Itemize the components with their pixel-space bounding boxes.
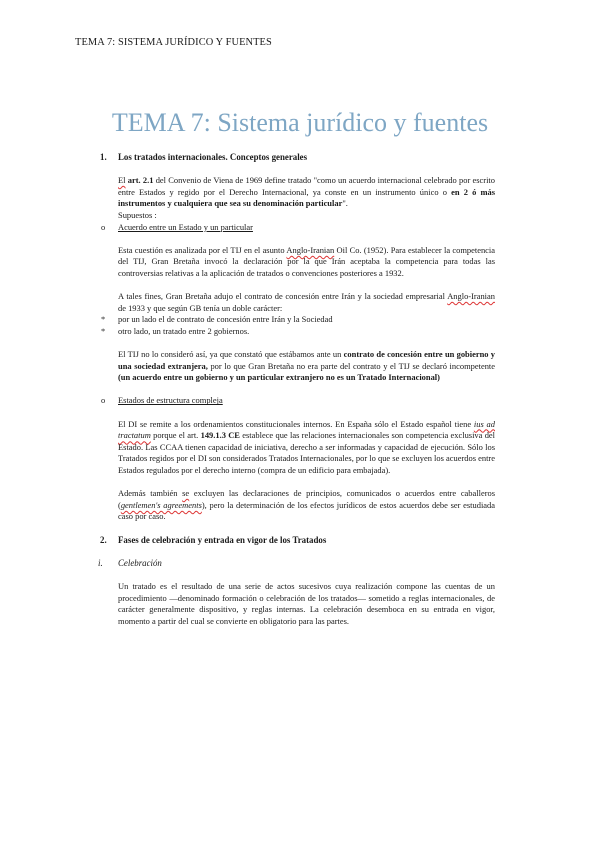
paragraph-celebracion: Un tratado es el resultado de una serie de actos sucesivos cuya realización compone las cuentas de un procedimiento —denominado formación o celebración de los tratados— sometido a reglas internacionales, de carácter generalmente dispositivo, y reglas internas. La celebración desemboca en su entrada en vigor, momento a partir del cual se convierte en obligatorio para las partes. [118,580,495,626]
text-p3a: A tales fines, Gran Bretaña adujo el contrato de concesión entre Irán y la sociedad empresarial [118,291,445,302]
subsection-acuerdo [101,221,495,234]
text-article-ce: 149.1.3 CE [200,430,240,441]
circle-bullet-icon: o [101,221,106,232]
text-p5e: establece que las relaciones internacionales son competencia exclusiva del Estado. Las CCAA tienen capacidad de iniciativa, derecho a ser informadas y capacidad de ejecución. Sólo los Tratados regidos por el DI son considerados Tratados Internacionales, por lo que se excluyen los acuerdos entre Estados regulados por el derecho interno (compra de un edificio para embajada). [118,430,496,476]
text-p5a: El DI se remite a los ordenamientos constitucionales internos. En España sólo el Estado español tiene [118,418,472,429]
subsection-estados [101,395,495,407]
text-p4d: (un acuerdo entre un gobierno y un particular extranjero no es un Tratado Internacional) [118,372,440,383]
section-1-number: 1. [100,152,107,162]
text-p4a: El TIJ no lo consideró así, ya que constató que estábamos ante un [118,349,342,360]
text-p2a: Esta cuestión es analizada por el TIJ en el asunto [118,244,285,255]
text-definition: del Convenio de Viena de 1969 define tratado "como un acuerdo internacional celebrado por escrito entre Estados y regido por el Derecho Internacional, ya conste en un instrumento único o [118,175,495,197]
section-1-heading [100,152,495,164]
subsection-celebracion-heading [98,557,495,570]
list-item [101,325,495,338]
text-definition-bold: en 2 ó más instrumentos y cualquiera que sea su denominación particular [118,186,496,209]
section-1-title: Los tratados internacionales. Conceptos generales [118,152,308,162]
document-title: TEMA 7: Sistema jurídico y fuentes [111,108,489,137]
supuestos-label: Supuestos : [118,209,157,220]
text-ius-ad-tractatum: ius ad tractatum [118,418,495,441]
subsection-celebracion-title: Celebración [118,557,162,568]
text-anglo-iranian-2: Anglo-Iranian [447,291,495,302]
text-art: art. 2.1 [127,175,154,186]
text-p5c: porque el art. [153,430,199,441]
paragraph-concesion [118,291,495,314]
list-item-text: otro lado, un tratado entre 2 gobiernos. [118,325,250,336]
text-p3c: de 1933 y que según GB tenía un doble carácter: [118,302,283,313]
text-p6c: excluyen las declaraciones de principios, comunicados o acuerdos entre caballeros ( [118,488,496,510]
list-item-text: por un lado el de contrato de concesión entre Irán y la Sociedad [118,314,333,325]
section-2-number: 2. [100,534,107,545]
text-p6a: Además también [118,488,178,499]
text-gentlemens-agreements: gentlemen's agreements [120,499,202,510]
text-anglo-iranian: Anglo-Iranian [286,244,335,255]
paragraph-di [118,419,495,477]
document-body [98,152,496,627]
subsection-acuerdo-title: Acuerdo entre un Estado y un particular [118,221,253,232]
text-p2c: Oil Co. (1952). Para establecer la competencia del TIJ, Gran Bretaña invocó la declaración por la que Irán aceptaba la competencia para todas las controversias relativas a la aplicación de tratados o convenciones posteriores a 1932. [118,244,496,278]
section-2-title: Fases de celebración y entrada en vigor de los Tratados [118,534,327,545]
circle-bullet-icon: o [101,395,106,406]
paragraph-anglo-iranian [118,245,495,280]
star-bullet-icon: * [101,325,106,336]
section-2-heading [100,534,495,547]
paragraph-definition [118,175,495,210]
subsection-estados-title: Estados de estructura compleja [118,395,223,406]
subsection-number: i. [98,557,103,568]
running-header: TEMA 7: SISTEMA JURÍDICO Y FUENTES [75,37,272,48]
text-p4b: contrato de concesión entre un gobierno y una sociedad extranjera, [118,349,495,371]
list-item [101,314,495,326]
text-definition-end: ". [342,198,348,209]
text-p6e: ), pero la determinación de los efectos jurídicos de estos acuerdos debe ser estudiada caso por caso. [118,499,496,522]
paragraph-declaraciones [118,488,495,523]
text-p4c: por lo que Gran Bretaña no era parte del contrato y el TIJ se declaró incompetente [210,360,496,371]
paragraph-tij [118,349,495,384]
star-bullet-icon: * [101,314,106,325]
text-el: El [118,175,126,186]
text-se: se [182,488,190,499]
